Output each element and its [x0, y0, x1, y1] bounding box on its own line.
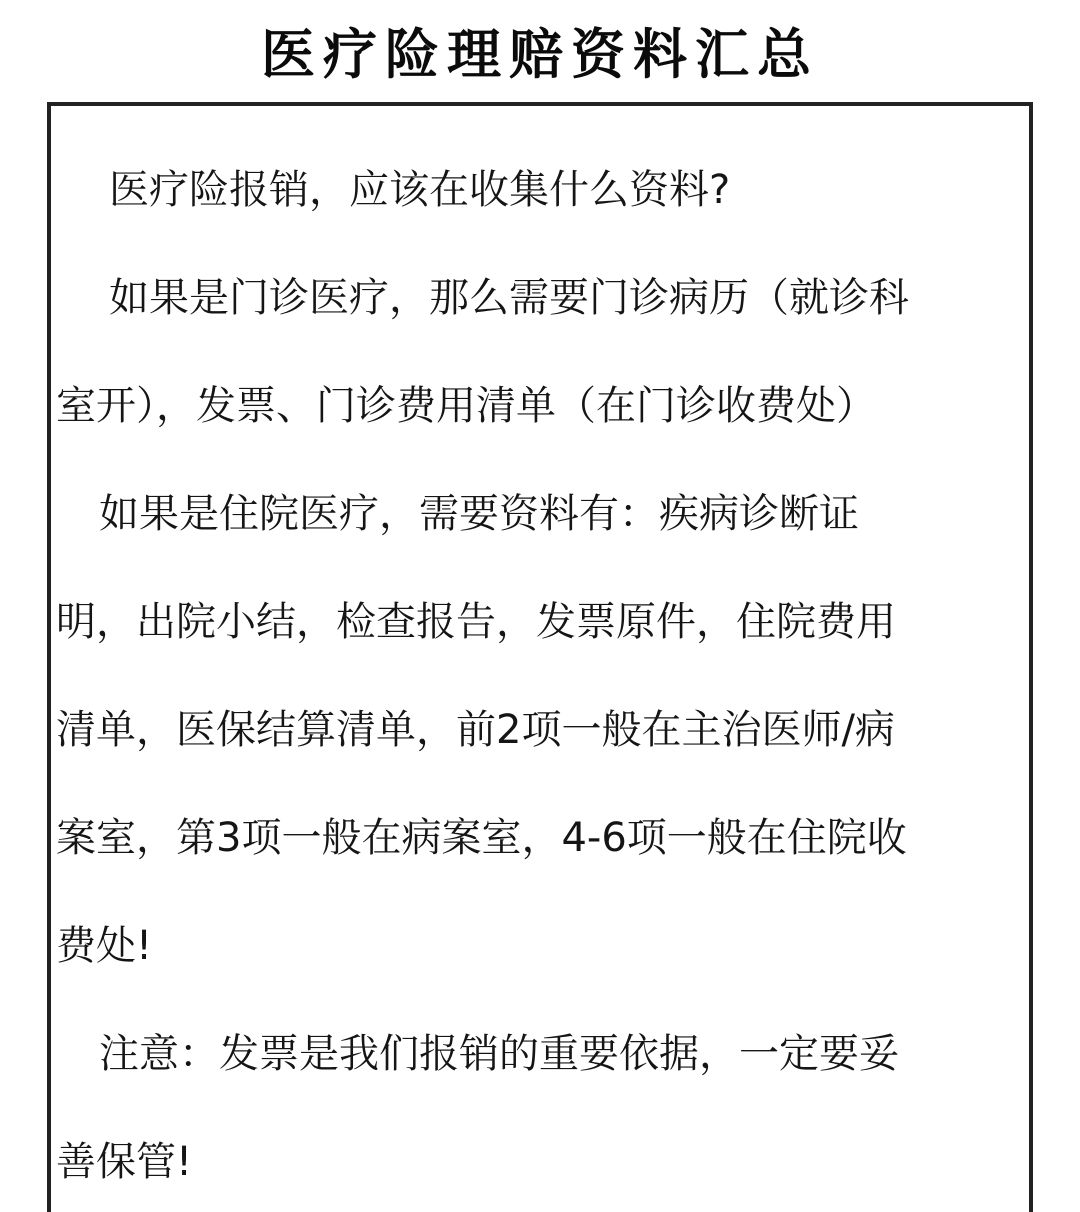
text-line-8: 费处! — [56, 923, 153, 969]
text-line-10: 善保管! — [56, 1139, 193, 1185]
text-line-9: 注意：发票是我们报销的重要依据，一定要妥 — [99, 1031, 899, 1077]
text-line-5: 明，出院小结，检查报告，发票原件，住院费用 — [56, 599, 896, 645]
text-line-2: 如果是门诊医疗，那么需要门诊病历（就诊科 — [109, 275, 909, 321]
text-line-6: 清单，医保结算清单，前2项一般在主治医师/病 — [56, 707, 895, 753]
text-line-4: 如果是住院医疗，需要资料有：疾病诊断证 — [99, 491, 859, 537]
document-title: 医疗险理赔资料汇总 — [261, 22, 819, 86]
text-line-7: 案室，第3项一般在病案室，4-6项一般在住院收 — [56, 815, 907, 861]
text-line-1: 医疗险报销，应该在收集什么资料? — [109, 167, 731, 213]
text-line-3: 室开），发票、门诊费用清单（在门诊收费处） — [56, 383, 876, 429]
content-box — [47, 102, 1033, 1212]
